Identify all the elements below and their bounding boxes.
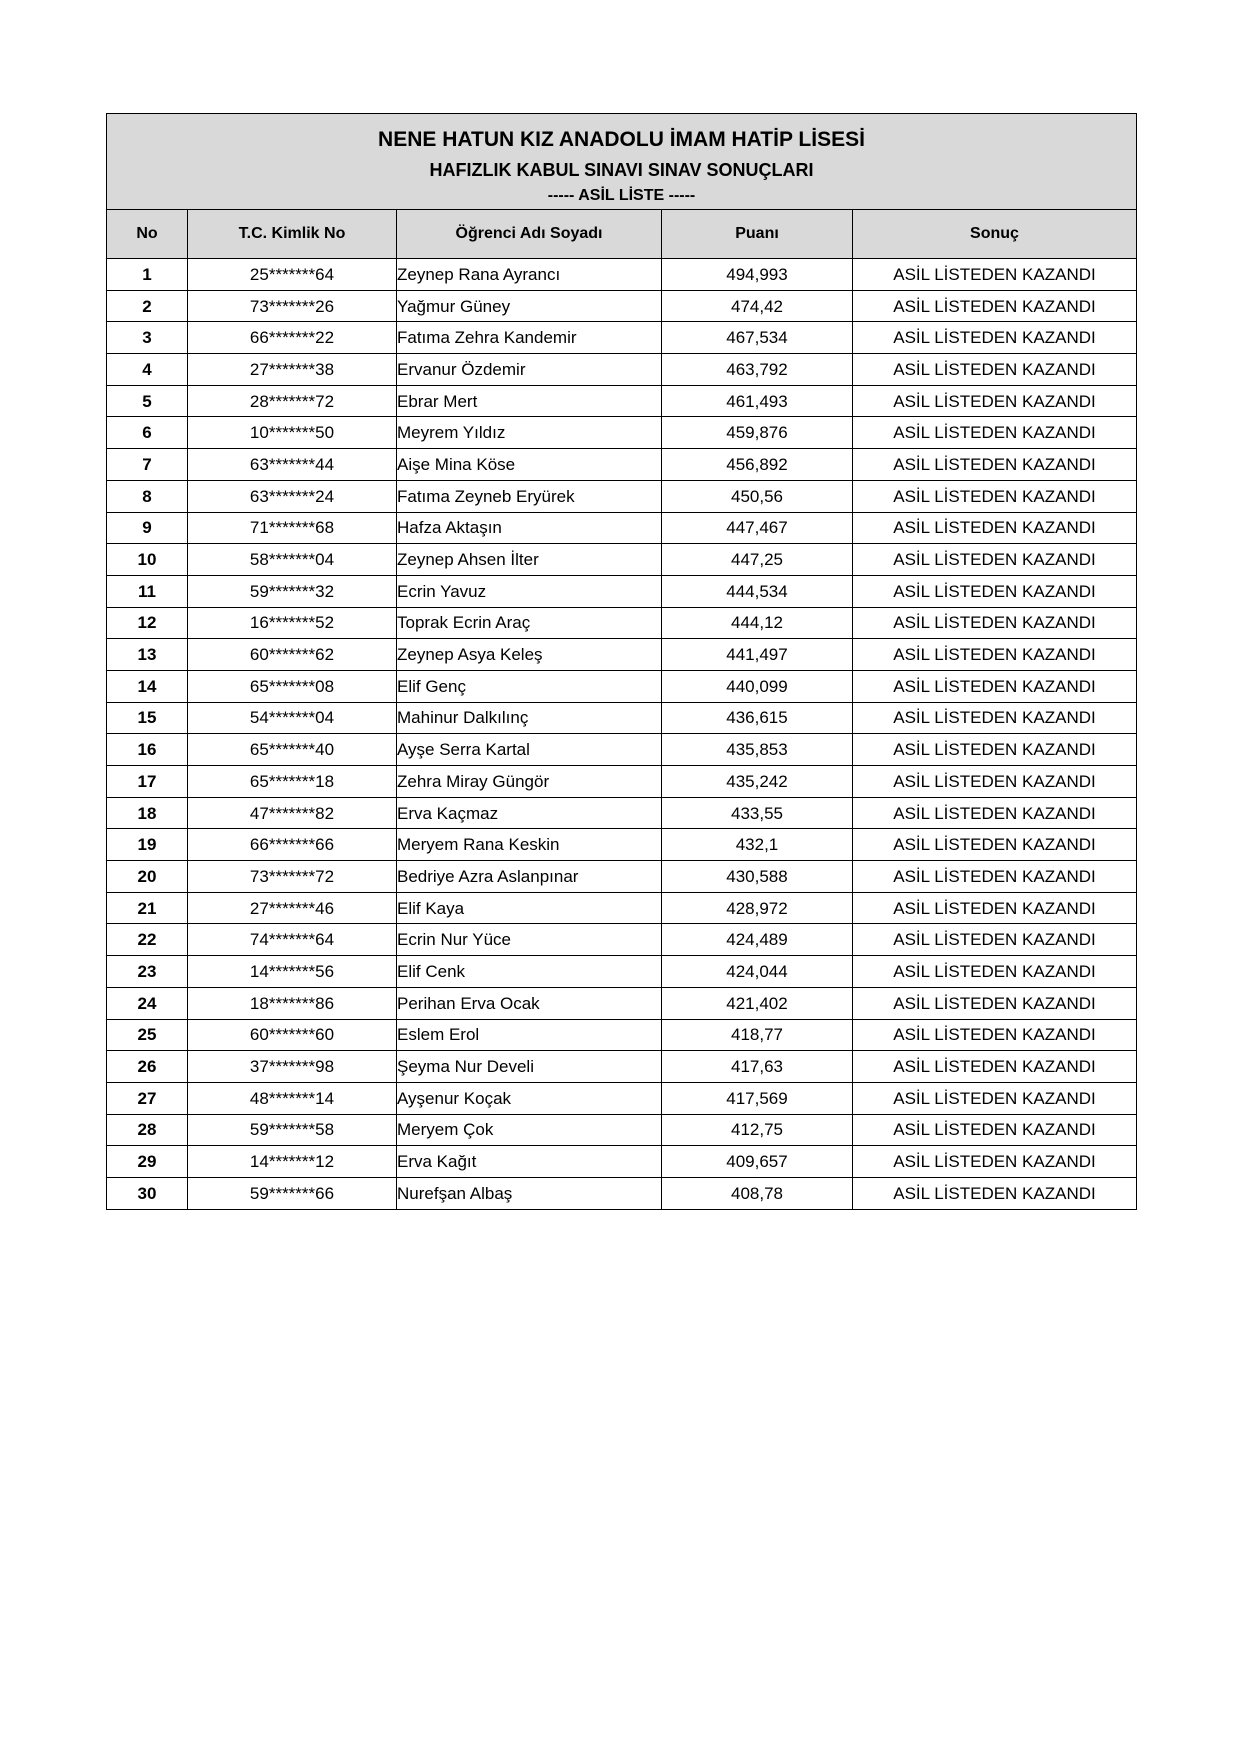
row-result: ASİL LİSTEDEN KAZANDI [853, 417, 1137, 449]
row-name: Meryem Rana Keskin [397, 829, 662, 861]
row-tc: 73*******26 [188, 290, 397, 322]
row-no: 10 [107, 544, 188, 576]
row-result: ASİL LİSTEDEN KAZANDI [853, 480, 1137, 512]
table-row [107, 1082, 1137, 1114]
row-result: ASİL LİSTEDEN KAZANDI [853, 702, 1137, 734]
row-tc: 71*******68 [188, 512, 397, 544]
row-tc: 59*******66 [188, 1177, 397, 1209]
row-result: ASİL LİSTEDEN KAZANDI [853, 544, 1137, 576]
row-result: ASİL LİSTEDEN KAZANDI [853, 385, 1137, 417]
row-score: 432,1 [662, 829, 853, 861]
row-result: ASİL LİSTEDEN KAZANDI [853, 987, 1137, 1019]
row-score: 408,78 [662, 1177, 853, 1209]
table-row [107, 892, 1137, 924]
column-header-result: Sonuç [853, 210, 1137, 259]
row-no: 26 [107, 1051, 188, 1083]
row-tc: 27*******38 [188, 354, 397, 386]
row-no: 20 [107, 861, 188, 893]
column-header-row [107, 210, 1137, 259]
row-tc: 47*******82 [188, 797, 397, 829]
table-row [107, 987, 1137, 1019]
row-name: Ebrar Mert [397, 385, 662, 417]
row-result: ASİL LİSTEDEN KAZANDI [853, 1019, 1137, 1051]
row-result: ASİL LİSTEDEN KAZANDI [853, 290, 1137, 322]
row-tc: 65*******08 [188, 670, 397, 702]
table-row [107, 639, 1137, 671]
table-row [107, 670, 1137, 702]
row-result: ASİL LİSTEDEN KAZANDI [853, 861, 1137, 893]
row-tc: 63*******24 [188, 480, 397, 512]
table-row [107, 1019, 1137, 1051]
row-no: 7 [107, 449, 188, 481]
school-title: NENE HATUN KIZ ANADOLU İMAM HATİP LİSESİ [378, 127, 865, 151]
row-score: 435,242 [662, 766, 853, 798]
row-tc: 27*******46 [188, 892, 397, 924]
row-score: 440,099 [662, 670, 853, 702]
row-name: Zehra Miray Güngör [397, 766, 662, 798]
row-score: 474,42 [662, 290, 853, 322]
table-row [107, 575, 1137, 607]
row-result: ASİL LİSTEDEN KAZANDI [853, 1051, 1137, 1083]
results-table [106, 113, 1137, 1210]
row-tc: 65*******40 [188, 734, 397, 766]
row-result: ASİL LİSTEDEN KAZANDI [853, 575, 1137, 607]
row-score: 447,467 [662, 512, 853, 544]
table-row [107, 607, 1137, 639]
row-name: Zeynep Rana Ayrancı [397, 259, 662, 291]
row-name: Elif Kaya [397, 892, 662, 924]
row-result: ASİL LİSTEDEN KAZANDI [853, 1082, 1137, 1114]
row-no: 13 [107, 639, 188, 671]
row-result: ASİL LİSTEDEN KAZANDI [853, 1177, 1137, 1209]
row-name: Fatıma Zehra Kandemir [397, 322, 662, 354]
row-name: Fatıma Zeyneb Eryürek [397, 480, 662, 512]
row-no: 2 [107, 290, 188, 322]
table-row [107, 449, 1137, 481]
row-name: Nurefşan Albaş [397, 1177, 662, 1209]
row-no: 11 [107, 575, 188, 607]
table-row [107, 734, 1137, 766]
table-row [107, 544, 1137, 576]
row-no: 22 [107, 924, 188, 956]
row-no: 9 [107, 512, 188, 544]
row-no: 1 [107, 259, 188, 291]
row-result: ASİL LİSTEDEN KAZANDI [853, 354, 1137, 386]
row-no: 19 [107, 829, 188, 861]
table-row [107, 290, 1137, 322]
exam-subtitle: HAFIZLIK KABUL SINAVI SINAV SONUÇLARI [429, 159, 814, 180]
row-result: ASİL LİSTEDEN KAZANDI [853, 734, 1137, 766]
row-score: 461,493 [662, 385, 853, 417]
row-tc: 60*******62 [188, 639, 397, 671]
table-row [107, 354, 1137, 386]
row-name: Yağmur Güney [397, 290, 662, 322]
row-tc: 28*******72 [188, 385, 397, 417]
title-block [107, 114, 1137, 210]
row-no: 4 [107, 354, 188, 386]
row-no: 29 [107, 1146, 188, 1178]
table-row [107, 1114, 1137, 1146]
row-result: ASİL LİSTEDEN KAZANDI [853, 1146, 1137, 1178]
row-name: Ervanur Özdemir [397, 354, 662, 386]
table-row [107, 924, 1137, 956]
row-no: 6 [107, 417, 188, 449]
row-name: Toprak Ecrin Araç [397, 607, 662, 639]
row-tc: 10*******50 [188, 417, 397, 449]
row-name: Ayşe Serra Kartal [397, 734, 662, 766]
row-no: 27 [107, 1082, 188, 1114]
row-result: ASİL LİSTEDEN KAZANDI [853, 892, 1137, 924]
column-header-no: No [107, 210, 188, 259]
column-header-tc: T.C. Kimlik No [188, 210, 397, 259]
row-no: 28 [107, 1114, 188, 1146]
row-result: ASİL LİSTEDEN KAZANDI [853, 322, 1137, 354]
row-score: 456,892 [662, 449, 853, 481]
row-score: 459,876 [662, 417, 853, 449]
row-name: Erva Kağıt [397, 1146, 662, 1178]
table-row [107, 512, 1137, 544]
row-score: 418,77 [662, 1019, 853, 1051]
row-score: 463,792 [662, 354, 853, 386]
row-score: 433,55 [662, 797, 853, 829]
row-score: 436,615 [662, 702, 853, 734]
row-name: Mahinur Dalkılınç [397, 702, 662, 734]
row-score: 412,75 [662, 1114, 853, 1146]
row-no: 8 [107, 480, 188, 512]
row-tc: 58*******04 [188, 544, 397, 576]
row-result: ASİL LİSTEDEN KAZANDI [853, 766, 1137, 798]
row-result: ASİL LİSTEDEN KAZANDI [853, 670, 1137, 702]
row-score: 441,497 [662, 639, 853, 671]
title-row [107, 114, 1137, 210]
row-no: 12 [107, 607, 188, 639]
row-name: Aişe Mina Köse [397, 449, 662, 481]
row-tc: 54*******04 [188, 702, 397, 734]
row-no: 21 [107, 892, 188, 924]
row-tc: 48*******14 [188, 1082, 397, 1114]
table-row [107, 956, 1137, 988]
results-body [107, 259, 1137, 1210]
row-tc: 65*******18 [188, 766, 397, 798]
row-result: ASİL LİSTEDEN KAZANDI [853, 639, 1137, 671]
row-no: 15 [107, 702, 188, 734]
row-no: 25 [107, 1019, 188, 1051]
row-no: 5 [107, 385, 188, 417]
row-name: Ecrin Yavuz [397, 575, 662, 607]
row-tc: 59*******32 [188, 575, 397, 607]
row-no: 16 [107, 734, 188, 766]
row-score: 430,588 [662, 861, 853, 893]
row-name: Hafza Aktaşın [397, 512, 662, 544]
table-row [107, 1146, 1137, 1178]
row-tc: 18*******86 [188, 987, 397, 1019]
row-name: Bedriye Azra Aslanpınar [397, 861, 662, 893]
row-tc: 25*******64 [188, 259, 397, 291]
table-row [107, 702, 1137, 734]
column-header-score: Puanı [662, 210, 853, 259]
row-name: Elif Genç [397, 670, 662, 702]
row-tc: 37*******98 [188, 1051, 397, 1083]
row-tc: 14*******56 [188, 956, 397, 988]
row-name: Erva Kaçmaz [397, 797, 662, 829]
table-row [107, 766, 1137, 798]
row-result: ASİL LİSTEDEN KAZANDI [853, 956, 1137, 988]
row-tc: 60*******60 [188, 1019, 397, 1051]
table-row [107, 1051, 1137, 1083]
row-score: 421,402 [662, 987, 853, 1019]
row-name: Ecrin Nur Yüce [397, 924, 662, 956]
row-no: 24 [107, 987, 188, 1019]
row-name: Eslem Erol [397, 1019, 662, 1051]
table-row [107, 861, 1137, 893]
row-score: 417,63 [662, 1051, 853, 1083]
row-no: 14 [107, 670, 188, 702]
row-score: 424,489 [662, 924, 853, 956]
row-score: 444,534 [662, 575, 853, 607]
row-score: 494,993 [662, 259, 853, 291]
row-no: 23 [107, 956, 188, 988]
row-result: ASİL LİSTEDEN KAZANDI [853, 1114, 1137, 1146]
row-name: Perihan Erva Ocak [397, 987, 662, 1019]
table-row [107, 417, 1137, 449]
row-result: ASİL LİSTEDEN KAZANDI [853, 829, 1137, 861]
column-header-name: Öğrenci Adı Soyadı [397, 210, 662, 259]
row-no: 3 [107, 322, 188, 354]
row-no: 17 [107, 766, 188, 798]
row-score: 428,972 [662, 892, 853, 924]
row-result: ASİL LİSTEDEN KAZANDI [853, 797, 1137, 829]
row-tc: 63*******44 [188, 449, 397, 481]
row-result: ASİL LİSTEDEN KAZANDI [853, 512, 1137, 544]
table-row [107, 829, 1137, 861]
row-score: 417,569 [662, 1082, 853, 1114]
row-result: ASİL LİSTEDEN KAZANDI [853, 259, 1137, 291]
row-score: 450,56 [662, 480, 853, 512]
table-row [107, 322, 1137, 354]
row-name: Zeynep Ahsen İlter [397, 544, 662, 576]
row-result: ASİL LİSTEDEN KAZANDI [853, 607, 1137, 639]
row-tc: 66*******66 [188, 829, 397, 861]
row-name: Şeyma Nur Develi [397, 1051, 662, 1083]
results-sheet [106, 113, 1136, 1210]
row-name: Meyrem Yıldız [397, 417, 662, 449]
table-row [107, 259, 1137, 291]
row-score: 444,12 [662, 607, 853, 639]
row-score: 435,853 [662, 734, 853, 766]
table-row [107, 385, 1137, 417]
row-tc: 66*******22 [188, 322, 397, 354]
row-no: 30 [107, 1177, 188, 1209]
row-score: 424,044 [662, 956, 853, 988]
table-row [107, 797, 1137, 829]
row-name: Elif Cenk [397, 956, 662, 988]
row-name: Zeynep Asya Keleş [397, 639, 662, 671]
row-tc: 16*******52 [188, 607, 397, 639]
list-label: ----- ASİL LİSTE ----- [547, 186, 696, 204]
row-no: 18 [107, 797, 188, 829]
row-result: ASİL LİSTEDEN KAZANDI [853, 449, 1137, 481]
row-score: 409,657 [662, 1146, 853, 1178]
row-tc: 73*******72 [188, 861, 397, 893]
table-row [107, 1177, 1137, 1209]
row-name: Meryem Çok [397, 1114, 662, 1146]
row-score: 467,534 [662, 322, 853, 354]
table-row [107, 480, 1137, 512]
row-tc: 59*******58 [188, 1114, 397, 1146]
row-score: 447,25 [662, 544, 853, 576]
row-tc: 14*******12 [188, 1146, 397, 1178]
row-tc: 74*******64 [188, 924, 397, 956]
row-name: Ayşenur Koçak [397, 1082, 662, 1114]
row-result: ASİL LİSTEDEN KAZANDI [853, 924, 1137, 956]
